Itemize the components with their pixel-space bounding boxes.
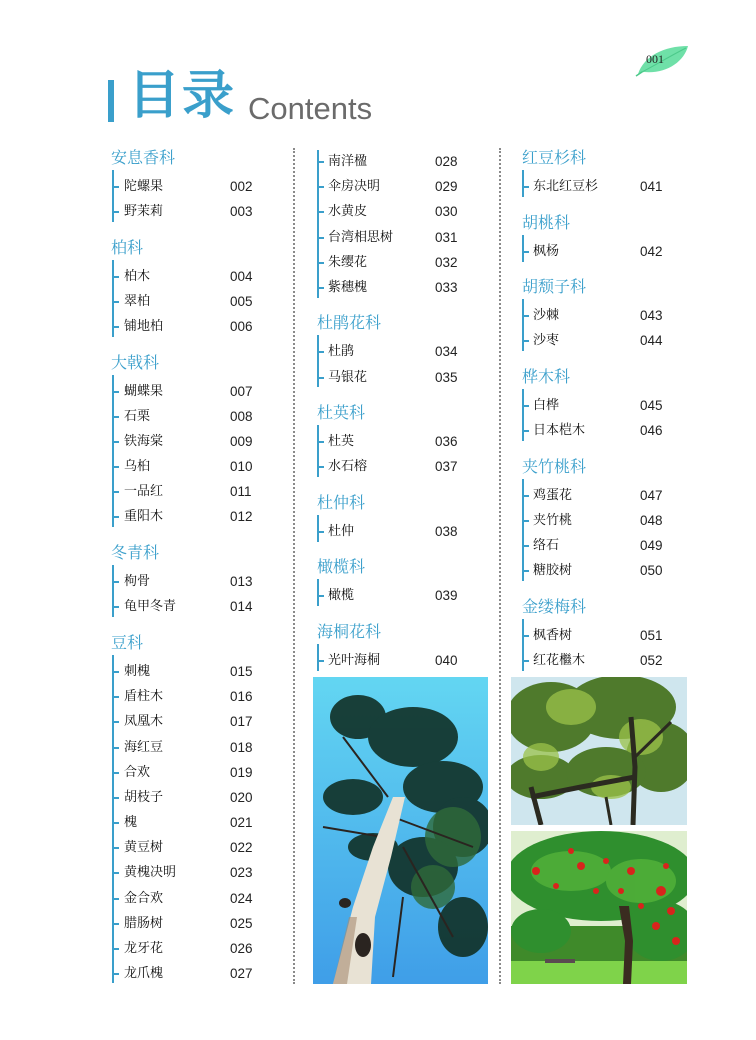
toc-entry[interactable]: 糖胶树 050 — [522, 561, 672, 581]
entry-tick — [522, 545, 529, 547]
entry-tick — [112, 797, 119, 799]
toc-entry[interactable]: 沙棘 043 — [522, 306, 672, 326]
section-heading: 红豆杉科 — [522, 148, 587, 167]
toc-entry[interactable]: 杜仲 038 — [317, 522, 467, 542]
entry-tick — [317, 161, 324, 163]
toc-entry[interactable]: 络石 049 — [522, 536, 672, 556]
entry-tick — [112, 276, 119, 278]
tree-canopy-photo — [511, 677, 687, 825]
toc-entry[interactable]: 夹竹桃 048 — [522, 511, 672, 531]
section-heading: 杜仲科 — [317, 493, 366, 512]
toc-entry[interactable]: 鸡蛋花 047 — [522, 486, 672, 506]
toc-entry[interactable]: 日本桤木 046 — [522, 421, 672, 441]
toc-entry[interactable]: 台湾相思树 031 — [317, 228, 467, 248]
entry-tick — [112, 441, 119, 443]
entry-tick — [522, 520, 529, 522]
toc-entry[interactable]: 石栗 008 — [112, 407, 262, 427]
entry-tick — [112, 772, 119, 774]
entry-tick — [112, 516, 119, 518]
pine-tree-photo — [313, 677, 488, 984]
toc-entry[interactable]: 马银花 035 — [317, 368, 467, 388]
toc-entry[interactable]: 水黄皮 030 — [317, 202, 467, 222]
toc-entry[interactable]: 腊肠树 025 — [112, 914, 262, 934]
entry-tick — [522, 315, 529, 317]
entry-tick — [112, 872, 119, 874]
toc-entry[interactable]: 翠柏 005 — [112, 292, 262, 312]
toc-entry[interactable]: 刺槐 015 — [112, 662, 262, 682]
entry-tick — [112, 898, 119, 900]
entry-tick — [112, 391, 119, 393]
section-heading: 橄榄科 — [317, 557, 366, 576]
toc-entry[interactable]: 一品红 011 — [112, 482, 262, 502]
entry-tick — [522, 430, 529, 432]
entry-tick — [522, 635, 529, 637]
entry-tick — [112, 581, 119, 583]
toc-entry[interactable]: 紫穗槐 033 — [317, 278, 467, 298]
entry-tick — [112, 923, 119, 925]
entry-tick — [522, 405, 529, 407]
title-accent-bar — [108, 80, 114, 122]
section-heading: 杜英科 — [317, 403, 366, 422]
entry-tick — [112, 948, 119, 950]
toc-entry[interactable]: 龙爪槐 027 — [112, 964, 262, 984]
entry-tick — [317, 351, 324, 353]
entry-tick — [112, 847, 119, 849]
entry-tick — [317, 237, 324, 239]
entry-tick — [522, 186, 529, 188]
entry-tick — [112, 211, 119, 213]
section-heading: 安息香科 — [111, 148, 176, 167]
toc-entry[interactable]: 枸骨 013 — [112, 572, 262, 592]
toc-entry[interactable]: 柏木 004 — [112, 267, 262, 287]
toc-entry[interactable]: 光叶海桐 040 — [317, 651, 467, 671]
toc-entry[interactable]: 铁海棠 009 — [112, 432, 262, 452]
toc-entry[interactable]: 龟甲冬青 014 — [112, 597, 262, 617]
toc-entry[interactable]: 杜英 036 — [317, 432, 467, 452]
toc-entry[interactable]: 铺地柏 006 — [112, 317, 262, 337]
section-heading: 胡桃科 — [522, 213, 571, 232]
entry-tick — [317, 211, 324, 213]
toc-entry[interactable]: 白桦 045 — [522, 396, 672, 416]
section-heading: 桦木科 — [522, 367, 571, 386]
toc-entry[interactable]: 橄榄 039 — [317, 586, 467, 606]
toc-entry[interactable]: 枫杨 042 — [522, 242, 672, 262]
toc-entry[interactable]: 龙牙花 026 — [112, 939, 262, 959]
toc-entry[interactable]: 盾柱木 016 — [112, 687, 262, 707]
column-divider — [499, 148, 501, 984]
toc-entry[interactable]: 野茉莉 003 — [112, 202, 262, 222]
toc-entry[interactable]: 朱缨花 032 — [317, 253, 467, 273]
entry-tick — [112, 696, 119, 698]
toc-entry[interactable]: 伞房决明 029 — [317, 177, 467, 197]
entry-tick — [522, 495, 529, 497]
entry-tick — [112, 747, 119, 749]
entry-tick — [317, 186, 324, 188]
toc-entry[interactable]: 黄槐决明 023 — [112, 863, 262, 883]
entry-tick — [522, 251, 529, 253]
toc-entry[interactable]: 黄豆树 022 — [112, 838, 262, 858]
section-heading: 夹竹桃科 — [522, 457, 587, 476]
entry-tick — [317, 377, 324, 379]
entry-tick — [317, 595, 324, 597]
entry-tick — [112, 466, 119, 468]
toc-entry[interactable]: 槐 021 — [112, 813, 262, 833]
entry-tick — [317, 262, 324, 264]
page-number: 001 — [646, 52, 664, 66]
entry-tick — [317, 531, 324, 533]
flowering-tree-photo — [511, 831, 687, 984]
toc-entry[interactable]: 沙枣 044 — [522, 331, 672, 351]
section-heading: 豆科 — [111, 633, 144, 652]
toc-entry[interactable]: 红花檵木 052 — [522, 651, 672, 671]
toc-entry[interactable]: 金合欢 024 — [112, 889, 262, 909]
toc-entry[interactable]: 凤凰木 017 — [112, 712, 262, 732]
page-title: 目录 — [128, 65, 237, 126]
toc-entry[interactable]: 重阳木 012 — [112, 507, 262, 527]
toc-entry[interactable]: 水石榕 037 — [317, 457, 467, 477]
entry-tick — [112, 671, 119, 673]
entry-tick — [317, 660, 324, 662]
section-heading: 柏科 — [111, 238, 144, 257]
entry-tick — [112, 301, 119, 303]
toc-entry[interactable]: 杜鹃 034 — [317, 342, 467, 362]
toc-entry[interactable]: 南洋楹 028 — [317, 152, 467, 172]
entry-tick — [522, 660, 529, 662]
entry-tick — [112, 326, 119, 328]
section-heading: 大戟科 — [111, 353, 160, 372]
toc-entry[interactable]: 海红豆 018 — [112, 738, 262, 758]
section-heading: 胡颓子科 — [522, 277, 587, 296]
entry-tick — [112, 416, 119, 418]
entry-tick — [112, 186, 119, 188]
entry-tick — [112, 721, 119, 723]
toc-entry[interactable]: 东北红豆杉 041 — [522, 177, 672, 197]
entry-tick — [522, 340, 529, 342]
toc-entry[interactable]: 枫香树 051 — [522, 626, 672, 646]
section-heading: 金缕梅科 — [522, 597, 587, 616]
entry-tick — [112, 973, 119, 975]
section-heading: 海桐花科 — [317, 622, 382, 641]
entry-tick — [317, 287, 324, 289]
entry-tick — [112, 491, 119, 493]
toc-entry[interactable]: 蝴蝶果 007 — [112, 382, 262, 402]
entry-tick — [112, 606, 119, 608]
entry-tick — [112, 822, 119, 824]
page-subtitle: Contents — [248, 91, 373, 126]
toc-entry[interactable]: 合欢 019 — [112, 763, 262, 783]
entry-tick — [522, 570, 529, 572]
section-heading: 冬青科 — [111, 543, 160, 562]
toc-entry[interactable]: 陀螺果 002 — [112, 177, 262, 197]
entry-tick — [317, 441, 324, 443]
section-line — [317, 150, 319, 298]
section-heading: 杜鹃花科 — [317, 313, 382, 332]
toc-entry[interactable]: 胡枝子 020 — [112, 788, 262, 808]
entry-tick — [317, 466, 324, 468]
column-divider — [293, 148, 295, 984]
toc-entry[interactable]: 乌桕 010 — [112, 457, 262, 477]
